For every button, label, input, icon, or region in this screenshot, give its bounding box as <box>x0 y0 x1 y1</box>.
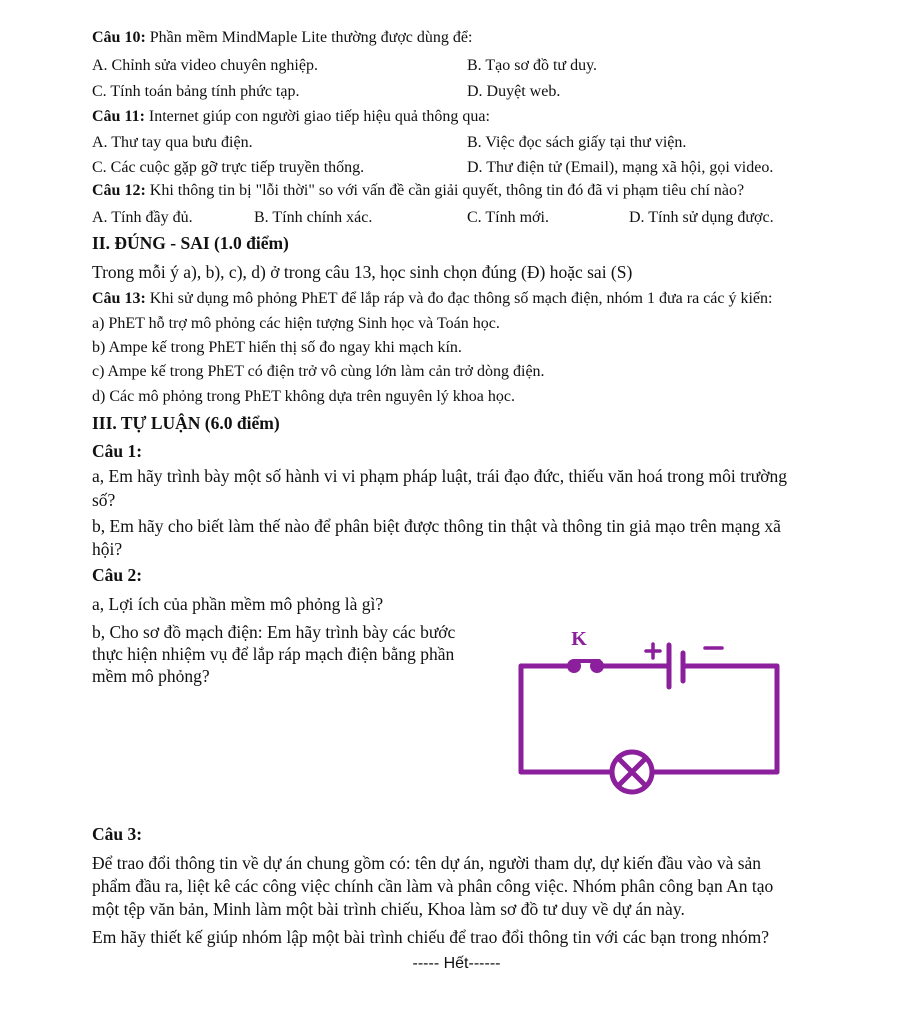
question-13-label: Câu 13: <box>92 290 146 307</box>
question-11-stem <box>92 108 490 126</box>
question-12-option-c: C. Tính mới. <box>467 209 549 226</box>
section-2-instruction: Trong mỗi ý a), b), c), d) ở trong câu 13, học sinh chọn đúng (Đ) hoặc sai (S) <box>92 262 633 282</box>
essay-3-label: Câu 3: <box>92 824 143 844</box>
question-10-option-b: B. Tạo sơ đồ tư duy. <box>467 57 598 74</box>
essay-1-part-a-line-2: số? <box>92 490 116 510</box>
essay-1-part-b-line-2: hội? <box>92 539 123 559</box>
question-11-option-d: D. Thư điện tử (Email), mạng xã hội, gọi video. <box>467 159 774 176</box>
question-10-stem <box>92 29 472 47</box>
switch-label: K <box>571 628 587 650</box>
circuit-diagram <box>500 615 800 820</box>
question-11-label: Câu 11: <box>92 108 145 125</box>
question-12-stem <box>92 182 744 200</box>
end-marker: ----- Hết------ <box>412 955 501 972</box>
essay-3-line-2: phẩm đầu ra, liệt kê các công việc chính cần làm và phân công việc. Nhóm phân công bạn An tạo <box>92 876 774 896</box>
question-10-option-d: D. Duyệt web. <box>467 83 561 100</box>
question-11-option-c: C. Các cuộc gặp gỡ trực tiếp truyền thống. <box>92 159 365 176</box>
question-13-stem <box>92 290 772 308</box>
essay-2-part-b-line-3: mềm mô phỏng? <box>92 666 210 686</box>
question-12-text: Khi thông tin bị "lỗi thời" so với vấn đề cần giải quyết, thông tin đó đã vi phạm tiêu chí nào? <box>145 182 745 199</box>
question-13-statement-a: a) PhET hỗ trợ mô phỏng các hiện tượng Sinh học và Toán học. <box>92 315 500 332</box>
essay-3-line-4: Em hãy thiết kế giúp nhóm lập một bài trình chiếu để trao đổi thông tin với các bạn trong nhóm? <box>92 927 770 947</box>
essay-2-part-b-line-1: b, Cho sơ đồ mạch điện: Em hãy trình bày các bước <box>92 622 456 642</box>
essay-1-label: Câu 1: <box>92 441 143 461</box>
question-12-option-b: B. Tính chính xác. <box>254 209 373 226</box>
question-13-statement-c: c) Ampe kế trong PhET có điện trở vô cùng lớn làm cản trở dòng điện. <box>92 363 545 380</box>
essay-3-line-1: Để trao đổi thông tin về dự án chung gồm có: tên dự án, người tham dự, dự kiến đầu vào và sản <box>92 853 762 873</box>
section-3-heading: III. TỰ LUẬN (6.0 điểm) <box>92 413 280 433</box>
question-10-label: Câu 10: <box>92 29 146 46</box>
essay-1-part-a-line-1: a, Em hãy trình bày một số hành vi vi phạm pháp luật, trái đạo đức, thiếu văn hoá trong môi trường <box>92 466 788 486</box>
question-11-option-b: B. Việc đọc sách giấy tại thư viện. <box>467 134 687 151</box>
section-2-heading: II. ĐÚNG - SAI (1.0 điểm) <box>92 233 289 253</box>
question-13-statement-b: b) Ampe kế trong PhET hiển thị số đo ngay khi mạch kín. <box>92 339 462 356</box>
question-12-option-d: D. Tính sử dụng được. <box>629 209 774 226</box>
question-12-label: Câu 12: <box>92 182 146 199</box>
essay-2-part-a: a, Lợi ích của phần mềm mô phỏng là gì? <box>92 594 384 614</box>
essay-3-line-3: một tệp văn bản, Minh làm một bài trình chiếu, Khoa làm sơ đồ tư duy về dự án này. <box>92 899 685 919</box>
question-11-option-a: A. Thư tay qua bưu điện. <box>92 134 253 151</box>
question-10-option-c: C. Tính toán bảng tính phức tạp. <box>92 83 300 100</box>
battery-plus-sign <box>646 644 660 658</box>
question-13-text: Khi sử dụng mô phỏng PhET để lắp ráp và đo đạc thông số mạch điện, nhóm 1 đưa ra các ý kiến: <box>145 290 773 307</box>
question-10-option-a: A. Chỉnh sửa video chuyên nghiệp. <box>92 57 318 74</box>
essay-1-part-b-line-1: b, Em hãy cho biết làm thế nào để phân biệt được thông tin thật và thông tin giả mạo trên mạng xã <box>92 516 781 536</box>
question-10-text: Phần mềm MindMaple Lite thường được dùng để: <box>145 29 473 46</box>
question-11-text: Internet giúp con người giao tiếp hiệu quả thông qua: <box>144 108 490 125</box>
essay-2-label: Câu 2: <box>92 565 143 585</box>
essay-2-part-b-line-2: thực hiện nhiệm vụ để lắp ráp mạch điện bằng phần <box>92 644 455 664</box>
question-12-option-a: A. Tính đầy đủ. <box>92 209 193 226</box>
question-13-statement-d: d) Các mô phỏng trong PhET không dựa trên nguyên lý khoa học. <box>92 388 515 405</box>
